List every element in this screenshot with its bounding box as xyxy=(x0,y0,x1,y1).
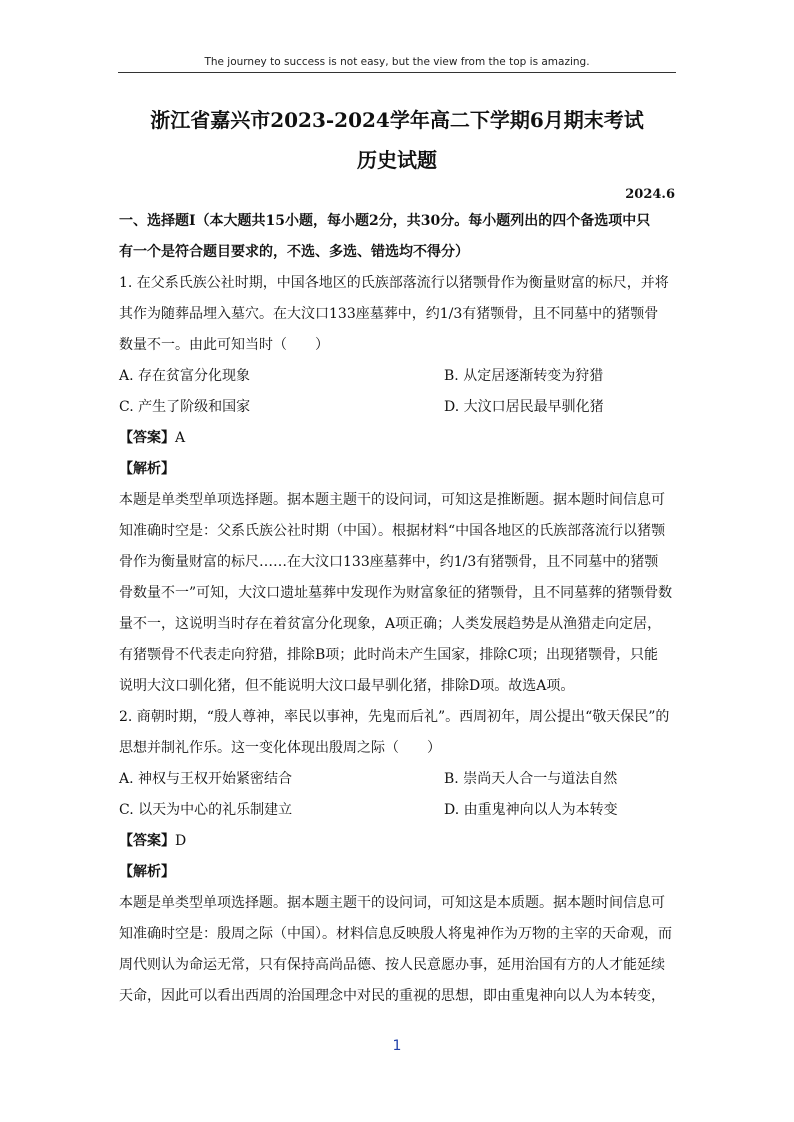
q1-analysis-line: 说明大汶口驯化猪，但不能说明大汶口最早驯化猪，排除D项。故选A项。 xyxy=(119,678,575,694)
page-header-motto: The journey to success is not easy, but the view from the top is amazing. xyxy=(204,56,590,68)
q1-stem-line: 数量不一。由此可知当时（ ） xyxy=(119,337,329,353)
q1-answer xyxy=(119,423,675,454)
q2-analysis-line: 知准确时空是：殷周之际（中国）。材料信息反映殷人将鬼神作为万物的主宰的天命观，而 xyxy=(119,926,672,942)
q1-analysis-line: 骨数量不一”可知，大汶口遗址墓葬中发现作为财富象征的猪颚骨，且不同墓葬的猪颚骨数 xyxy=(119,585,673,601)
q2-options xyxy=(119,764,675,826)
q2-stem-line: 2. 商朝时期，“殷人尊神，率民以事神，先鬼而后礼”。西周初年，周公提出“敬天保民”的 xyxy=(119,709,670,725)
q1-option-b: B. 从定居逐渐转变为狩猎 xyxy=(444,368,604,384)
q2-option-d: D. 由重鬼神向以人为本转变 xyxy=(444,802,618,818)
q2-option-a: A. 神权与王权开始紧密结合 xyxy=(119,771,293,787)
q1-analysis-line: 有猪颚骨不代表走向狩猎，排除B项；此时尚未产生国家，排除C项；出现猪颚骨，只能 xyxy=(119,647,658,663)
question-1 xyxy=(119,268,675,702)
q1-option-c: C. 产生了阶级和国家 xyxy=(119,399,251,415)
section-heading-line-1: 一、选择题Ⅰ（本大题共15小题，每小题2分，共30分。每小题列出的四个备选项中只 xyxy=(119,213,651,229)
q1-stem-line: 其作为随葬品埋入墓穴。在大汶口133座墓葬中，约1/3有猪颚骨，且不同墓中的猪颚骨 xyxy=(119,306,659,322)
header-divider xyxy=(118,72,676,73)
section-heading-line-2: 有一个是符合题目要求的，不选、多选、错选均不得分） xyxy=(119,244,469,260)
question-2 xyxy=(119,702,675,1012)
q1-options xyxy=(119,361,675,423)
q2-analysis-tag xyxy=(119,857,675,888)
page-number: 1 xyxy=(392,1038,402,1054)
q2-stem-line: 思想并制礼作乐。这一变化体现出殷周之际（ ） xyxy=(119,740,441,756)
exam-title: 浙江省嘉兴市2023-2024学年高二下学期6月期末考试 xyxy=(150,108,644,132)
q2-analysis-line: 周代则认为命运无常，只有保持高尚品德、按人民意愿办事，延用治国有方的人才能延续 xyxy=(119,957,665,973)
q1-analysis-line: 知准确时空是：父系氏族公社时期（中国）。根据材料“中国各地区的氏族部落流行以猪颚 xyxy=(119,523,666,539)
q1-option-a: A. 存在贫富分化现象 xyxy=(119,368,251,384)
document-body xyxy=(119,100,675,1012)
q1-analysis-label: 【解析】 xyxy=(119,461,175,477)
q1-answer-tag: 【答案】 xyxy=(119,430,175,446)
q2-analysis-line: 本题是单类型单项选择题。据本题主题干的设问词，可知这是本质题。据本题时间信息可 xyxy=(119,895,665,911)
q1-analysis-line: 本题是单类型单项选择题。据本题主题干的设问词，可知这是推断题。据本题时间信息可 xyxy=(119,492,665,508)
q2-analysis-line: 天命，因此可以看出西周的治国理念中对民的重视的思想，即由重鬼神向以人为本转变， xyxy=(119,988,665,1004)
q2-analysis-label: 【解析】 xyxy=(119,864,175,880)
q2-answer-value: D xyxy=(175,833,187,849)
exam-subtitle: 历史试题 xyxy=(357,148,437,172)
q2-answer xyxy=(119,826,675,857)
exam-date: 2024.6 xyxy=(625,187,675,202)
q1-option-d: D. 大汶口居民最早驯化猪 xyxy=(444,399,604,415)
q1-stem-line: 1. 在父系氏族公社时期，中国各地区的氏族部落流行以猪颚骨作为衡量财富的标尺，并将 xyxy=(119,275,669,291)
q2-answer-tag: 【答案】 xyxy=(119,833,175,849)
q1-analysis-line: 骨作为衡量财富的标尺……在大汶口133座墓葬中，约1/3有猪颚骨，且不同墓中的猪颚 xyxy=(119,554,659,570)
q1-answer-value: A xyxy=(175,430,186,446)
q2-option-b: B. 崇尚天人合一与道法自然 xyxy=(444,771,618,787)
q1-analysis-tag xyxy=(119,454,675,485)
q2-option-c: C. 以天为中心的礼乐制建立 xyxy=(119,802,293,818)
q1-analysis-line: 量不一，这说明当时存在着贫富分化现象，A项正确；人类发展趋势是从渔猎走向定居， xyxy=(119,616,662,632)
